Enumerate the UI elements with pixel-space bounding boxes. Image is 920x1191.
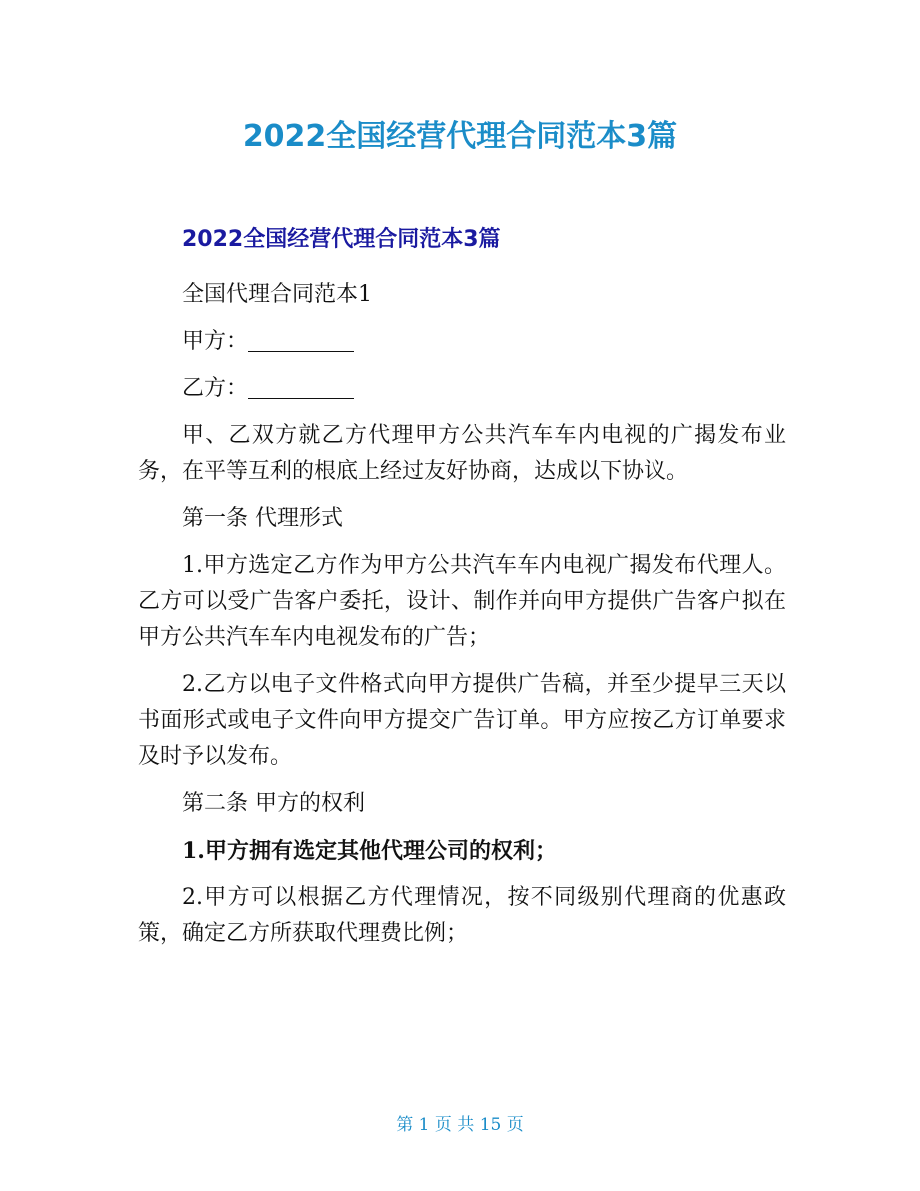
paragraph-text: 1.甲方选定乙方作为甲方公共汽车车内电视广揭发布代理人。乙方可以受广告客户委托，设计、制作并向甲方提供广告客户拟在甲方公共汽车车内电视发布的广告； <box>138 553 786 650</box>
paragraph <box>138 277 786 313</box>
paragraph <box>138 548 786 656</box>
fill-in-blank-line <box>248 374 354 399</box>
paragraph-text: 甲、乙双方就乙方代理甲方公共汽车车内电视的广揭发布业务，在平等互利的根底上经过友好协商，达成以下协议。 <box>138 423 786 484</box>
paragraph <box>138 501 786 537</box>
document-title: 2022全国经营代理合同范本3篇 <box>242 119 678 154</box>
fill-in-blank-line <box>248 327 354 352</box>
paragraph-text: 第二条 甲方的权利 <box>182 791 365 816</box>
paragraph <box>138 324 786 360</box>
paragraph <box>138 418 786 490</box>
paragraph <box>138 371 786 407</box>
paragraph <box>138 833 786 869</box>
page-number-footer: 第 1 页 共 15 页 <box>396 1115 524 1135</box>
paragraph-text: 乙方： <box>182 376 249 401</box>
paragraph <box>138 667 786 775</box>
paragraph <box>138 786 786 822</box>
paragraph-text: 全国代理合同范本1 <box>182 282 372 307</box>
paragraph <box>138 880 786 952</box>
paragraph-text: 1.甲方拥有选定其他代理公司的权利； <box>182 838 557 864</box>
paragraph-text: 甲方： <box>182 329 249 354</box>
paragraph-text: 2.乙方以电子文件格式向甲方提供广告稿，并至少提早三天以书面形式或电子文件向甲方提交广告订单。甲方应按乙方订单要求及时予以发布。 <box>138 672 786 769</box>
paragraph-text: 第一条 代理形式 <box>182 506 343 531</box>
paragraph-text: 2.甲方可以根据乙方代理情况，按不同级别代理商的优惠政策，确定乙方所获取代理费比例； <box>138 885 786 946</box>
document-body <box>138 277 786 963</box>
document-subtitle: 2022全国经营代理合同范本3篇 <box>182 227 501 252</box>
